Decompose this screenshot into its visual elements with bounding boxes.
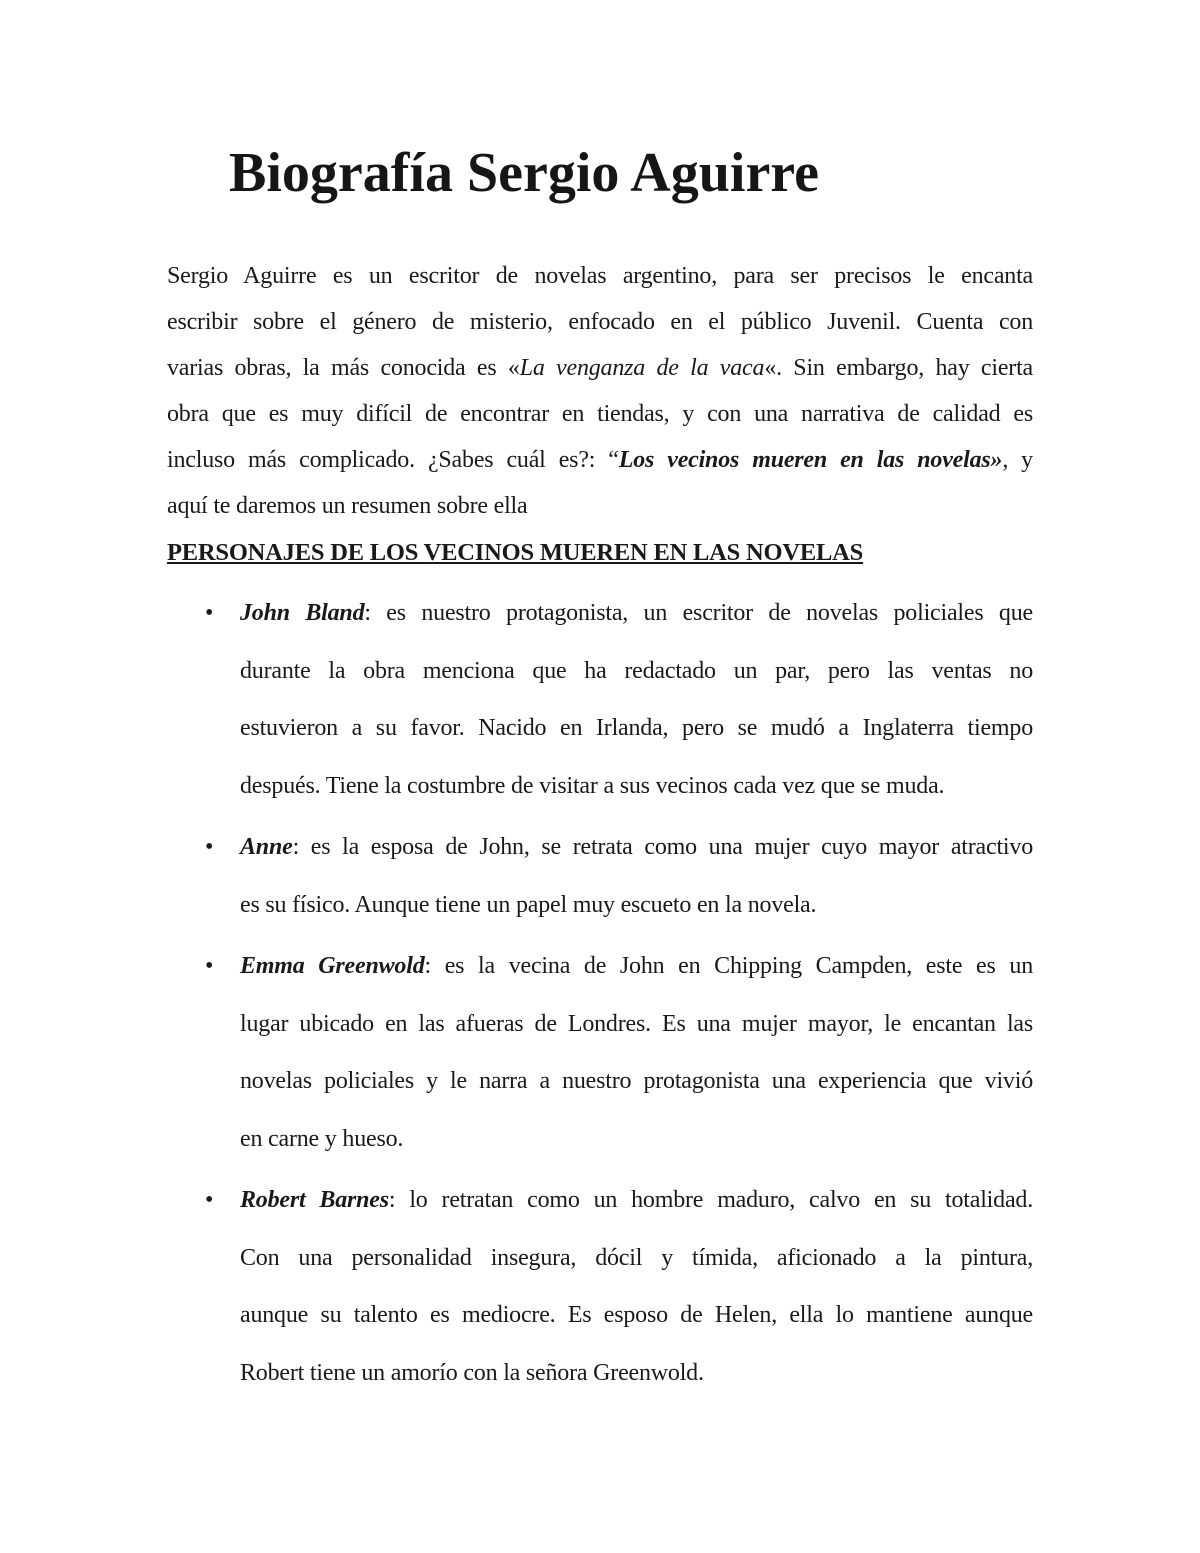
- list-item-text: [240, 1172, 1033, 1402]
- text-run: novelas policiales y le narra a nuestro protagonista una experiencia que vivió: [240, 1068, 1033, 1094]
- text-run: Sergio Aguirre es un escritor de novelas argentino, para ser precisos le encanta: [167, 263, 1033, 289]
- text-run: : es nuestro protagonista, un escritor de novelas policiales que: [364, 600, 1033, 626]
- emphasis-text: Los vecinos mueren en las novelas»: [618, 447, 1003, 473]
- text-line: [240, 585, 1033, 643]
- document-title: Biografía Sergio Aguirre: [229, 142, 819, 204]
- emphasis-text: John Bland: [240, 600, 365, 626]
- text-line: [240, 1345, 1033, 1403]
- list-item-text: [240, 938, 1033, 1168]
- intro-paragraph: [167, 253, 1033, 529]
- list-item: [167, 1172, 1033, 1402]
- text-run: en carne y hueso.: [240, 1125, 404, 1152]
- character-list: [167, 585, 1033, 1402]
- text-run: es su físico. Aunque tiene un papel muy escueto en la novela.: [240, 891, 817, 918]
- emphasis-text: Robert Barnes: [240, 1187, 389, 1213]
- text-line: [240, 1230, 1033, 1288]
- text-line: [167, 299, 1033, 345]
- text-line: [240, 996, 1033, 1054]
- list-item: [167, 938, 1033, 1168]
- text-line: [240, 643, 1033, 701]
- text-run: aquí te daremos un resumen sobre ella: [167, 493, 528, 519]
- text-line: [167, 391, 1033, 437]
- text-line: [240, 938, 1033, 996]
- emphasis-text: La venganza de la vaca: [519, 355, 765, 381]
- bullet-icon: •: [205, 834, 214, 860]
- text-line: [167, 253, 1033, 299]
- text-line: [240, 758, 1033, 816]
- text-run: : es la esposa de John, se retrata como una mujer cuyo mayor atractivo: [292, 834, 1033, 860]
- text-line: [167, 483, 1033, 529]
- text-run: aunque su talento es mediocre. Es esposo de Helen, ella lo mantiene aunque: [240, 1302, 1033, 1328]
- text-run: Robert tiene un amorío con la señora Greenwold.: [240, 1359, 704, 1386]
- text-run: Con una personalidad insegura, dócil y tímida, aficionado a la pintura,: [240, 1244, 1033, 1271]
- text-run: incluso más complicado. ¿Sabes cuál es?: “: [167, 447, 619, 473]
- text-run: varias obras, la más conocida es «: [167, 355, 520, 381]
- list-item: [167, 585, 1033, 815]
- text-line: [240, 819, 1033, 877]
- section-heading: PERSONAJES DE LOS VECINOS MUEREN EN LAS NOVELAS: [167, 539, 864, 566]
- text-line: [167, 345, 1033, 391]
- text-run: después. Tiene la costumbre de visitar a sus vecinos cada vez que se muda.: [240, 772, 945, 799]
- text-run: obra que es muy difícil de encontrar en tiendas, y con una narrativa de calidad es: [167, 401, 1033, 427]
- text-run: «. Sin embargo, hay cierta: [764, 355, 1033, 381]
- text-line: [240, 1287, 1033, 1345]
- text-run: , y: [1002, 447, 1033, 473]
- text-run: estuvieron a su favor. Nacido en Irlanda, pero se mudó a Inglaterra tiempo: [240, 715, 1033, 741]
- text-run: durante la obra menciona que ha redactado un par, pero las ventas no: [240, 657, 1033, 684]
- emphasis-text: Emma Greenwold: [240, 953, 425, 979]
- text-run: : lo retratan como un hombre maduro, calvo en su totalidad.: [388, 1187, 1033, 1213]
- bullet-icon: •: [205, 600, 214, 626]
- text-run: lugar ubicado en las afueras de Londres. Es una mujer mayor, le encantan las: [240, 1010, 1033, 1037]
- text-run: escribir sobre el género de misterio, enfocado en el público Juvenil. Cuenta con: [167, 309, 1033, 335]
- bullet-icon: •: [205, 1187, 214, 1213]
- text-run: : es la vecina de John en Chipping Campden, este es un: [424, 953, 1033, 979]
- list-item-text: [240, 585, 1033, 815]
- text-line: [240, 700, 1033, 758]
- list-item: [167, 819, 1033, 934]
- text-line: [240, 1172, 1033, 1230]
- text-line: [240, 877, 1033, 935]
- text-line: [240, 1111, 1033, 1169]
- emphasis-text: Anne: [240, 834, 293, 860]
- list-item-text: [240, 819, 1033, 934]
- text-line: [167, 437, 1033, 483]
- bullet-icon: •: [205, 953, 214, 979]
- text-line: [240, 1053, 1033, 1111]
